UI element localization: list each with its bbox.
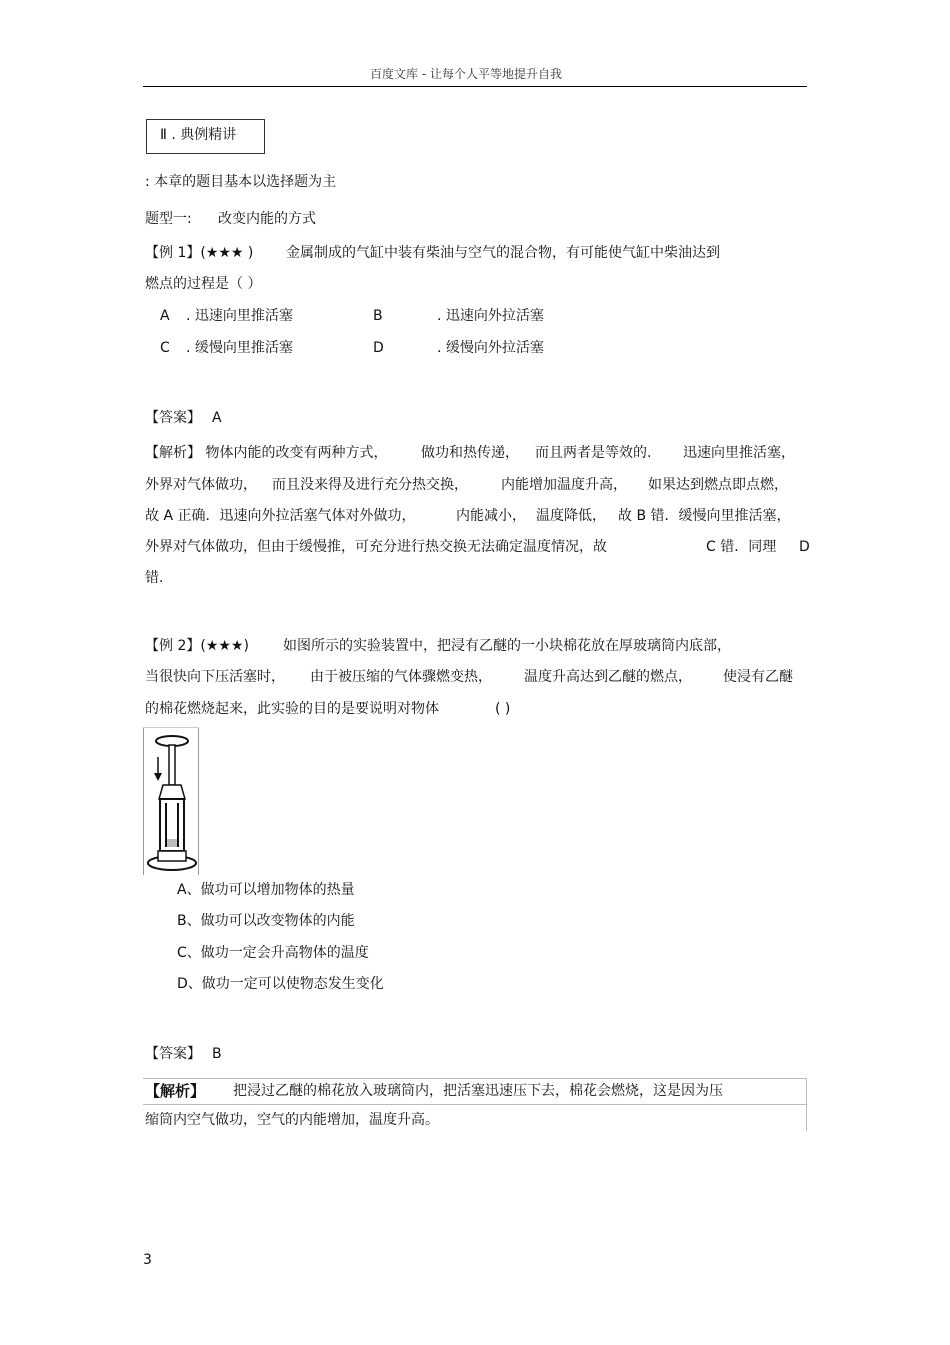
example2-stem-line1: 如图所示的实验装置中，把浸有乙醚的一小块棉花放在厚玻璃筒内底部， xyxy=(283,638,731,654)
example1-analysis-text: 如果达到燃点即点燃， xyxy=(648,477,788,493)
example1-analysis-text: 内能减小， xyxy=(456,508,526,524)
example2-option-d: D、做功一定可以使物态发生变化 xyxy=(177,976,384,992)
example1-answer-label: 【答案】 xyxy=(145,410,201,426)
example2-stem-text: ( ) xyxy=(495,701,511,717)
analysis-table-border xyxy=(143,1078,807,1079)
example2-option-a: A、做功可以增加物体的热量 xyxy=(177,882,355,898)
example1-analysis-text: 温度降低， xyxy=(536,508,606,524)
section-title: Ⅱ . 典例精讲 xyxy=(160,127,237,143)
example2-stem-text: 当很快向下压活塞时， xyxy=(145,669,285,685)
analysis-table-border xyxy=(143,1104,807,1105)
intro-note: : 本章的题目基本以选择题为主 xyxy=(145,174,337,190)
question-type-name: 改变内能的方式 xyxy=(218,211,316,227)
example1-analysis-text: 【解析】 物体内能的改变有两种方式， xyxy=(145,445,388,461)
example2-option-b: B、做功可以改变物体的内能 xyxy=(177,913,355,929)
example1-analysis-text: 错. xyxy=(145,570,164,586)
example1-option-c-text: . 缓慢向里推活塞 xyxy=(186,340,293,356)
example2-stem-text: 温度升高达到乙醚的燃点， xyxy=(524,669,692,685)
example2-stem-text: 由于被压缩的气体骤燃变热， xyxy=(310,669,492,685)
example1-analysis-text: 内能增加温度升高， xyxy=(501,477,627,493)
example1-option-a-text: . 迅速向里推活塞 xyxy=(186,308,293,324)
example1-label: 【例 1】(★★★ ) xyxy=(145,245,254,261)
example2-analysis-label: 【解析】 xyxy=(145,1082,206,1100)
example2-label: 【例 2】(★★★) xyxy=(145,638,249,654)
example1-analysis-text: C 错．同理 xyxy=(706,539,777,555)
example1-analysis-text: 迅速向里推活塞， xyxy=(683,445,795,461)
example2-stem-text: 使浸有乙醚 xyxy=(723,669,793,685)
example1-analysis-text: 做功和热传递， xyxy=(421,445,519,461)
example2-analysis-line2: 缩筒内空气做功，空气的内能增加，温度升高。 xyxy=(145,1112,439,1128)
example2-stem-text: 的棉花燃烧起来，此实验的目的是要说明对物体 xyxy=(145,701,439,717)
example1-analysis-text: 而且没来得及进行充分热交换， xyxy=(272,477,468,493)
example2-answer-label: 【答案】 xyxy=(145,1046,201,1062)
example1-analysis-text: 外界对气体做功，但由于缓慢推，可充分进行热交换无法确定温度情况，故 xyxy=(145,539,607,555)
example1-answer: A xyxy=(212,410,222,426)
compression-cylinder-figure xyxy=(143,727,199,875)
example1-analysis-text: 故 B 错．缓慢向里推活塞， xyxy=(618,508,791,524)
example1-option-b-text: . 迅速向外拉活塞 xyxy=(437,308,544,324)
page-number: 3 xyxy=(143,1252,152,1268)
page-header: 百度文库 - 让每个人平等地提升自我 xyxy=(370,67,562,81)
example1-option-c-letter: C xyxy=(160,340,170,356)
example2-answer: B xyxy=(212,1046,222,1062)
example1-analysis-text: 而且两者是等效的. xyxy=(535,445,652,461)
example2-option-c: C、做功一定会升高物体的温度 xyxy=(177,945,369,961)
example1-option-b-letter: B xyxy=(373,308,383,324)
question-type-label: 题型一: xyxy=(145,211,192,227)
example1-analysis-text: 外界对气体做功， xyxy=(145,477,257,493)
example2-analysis-line1: 把浸过乙醚的棉花放入玻璃筒内，把活塞迅速压下去，棉花会燃烧，这是因为压 xyxy=(233,1083,723,1099)
example1-option-d-text: . 缓慢向外拉活塞 xyxy=(437,340,544,356)
example1-option-a-letter: A xyxy=(160,308,170,324)
example1-analysis-text: D xyxy=(799,539,810,555)
analysis-table-border xyxy=(806,1078,807,1131)
example1-stem-line1: 金属制成的气缸中装有柴油与空气的混合物，有可能使气缸中柴油达到 xyxy=(286,245,720,261)
example1-analysis-text: 故 A 正确．迅速向外拉活塞气体对外做功， xyxy=(145,508,416,524)
header-rule xyxy=(143,86,807,87)
example1-option-d-letter: D xyxy=(373,340,384,356)
example1-stem-line2: 燃点的过程是（ ） xyxy=(145,276,262,292)
